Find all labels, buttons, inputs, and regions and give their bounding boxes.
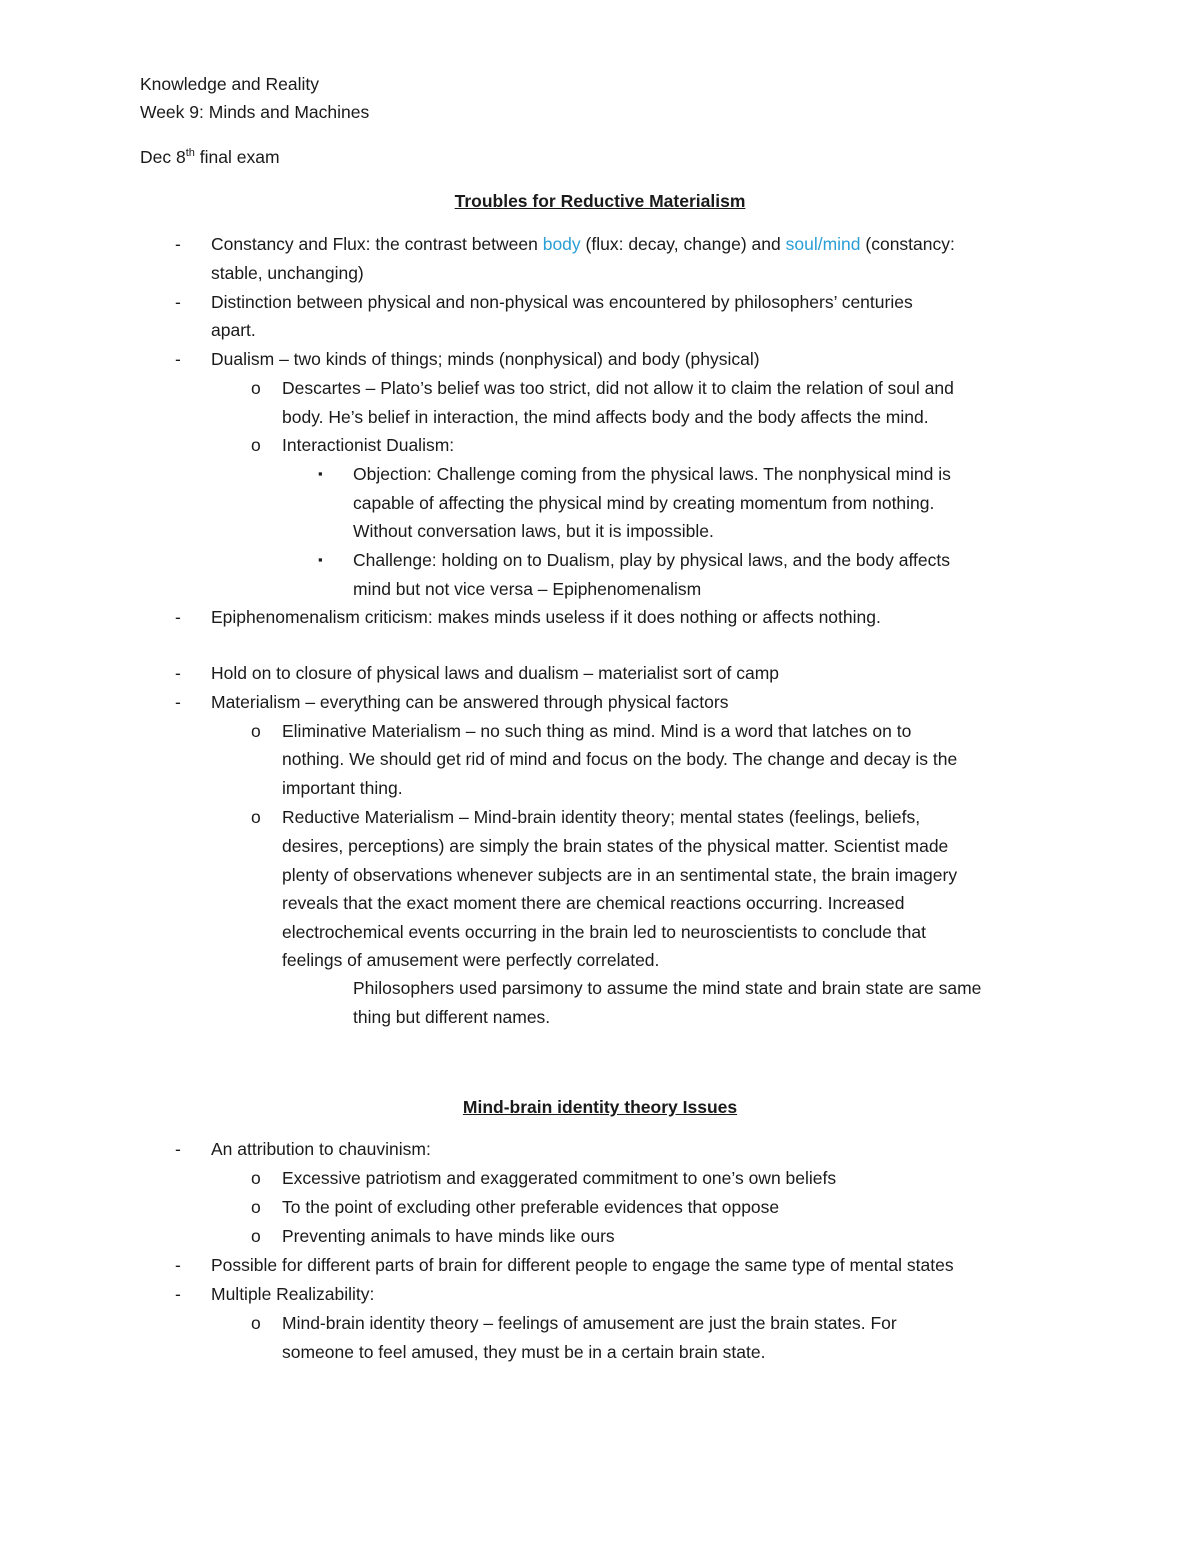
list-item-descartes: Descartes – Plato’s belief was too strict, did not allow it to claim the relation of soul and (282, 378, 954, 398)
section-title-issues: Mind-brain identity theory Issues (462, 1097, 738, 1117)
list-item-distinction: Distinction between physical and non-physical was encountered by philosophers’ centuries (211, 292, 913, 312)
list-item-excluding: To the point of excluding other preferable evidences that oppose (282, 1197, 780, 1217)
philosophers-note: Philosophers used parsimony to assume the mind state and brain state are same (353, 978, 982, 998)
list-item-reductive-cont5: feelings of amusement were perfectly correlated. (282, 950, 660, 970)
list-item-materialism: Materialism – everything can be answered through physical factors (211, 692, 729, 712)
list-item-challenge: Challenge: holding on to Dualism, play by physical laws, and the body affects (353, 550, 950, 570)
list-item-dualism: Dualism – two kinds of things; minds (nonphysical) and body (physical) (211, 349, 760, 369)
course-title: Knowledge and Reality (140, 74, 320, 94)
list-item-animals: Preventing animals to have minds like ours (282, 1226, 615, 1246)
list-item-eliminative: Eliminative Materialism – no such thing as mind. Mind is a word that latches on to (282, 721, 912, 741)
list-item-patriotism: Excessive patriotism and exaggerated commitment to one’s own beliefs (282, 1168, 837, 1188)
circle-bullet: o (251, 721, 261, 741)
dash-bullet: - (175, 607, 181, 627)
square-bullet: ▪ (318, 552, 323, 567)
list-item-interactionist: Interactionist Dualism: (282, 435, 455, 455)
list-item-objection-cont2: Without conversation laws, but it is impossible. (353, 521, 714, 541)
dash-bullet: - (175, 349, 181, 369)
list-item-epiphenomenalism: Epiphenomenalism criticism: makes minds useless if it does nothing or affects nothing. (211, 607, 881, 627)
circle-bullet: o (251, 435, 261, 455)
dash-bullet: - (175, 663, 181, 683)
list-item-chauvinism: An attribution to chauvinism: (211, 1139, 431, 1159)
list-item-reductive-cont: desires, perceptions) are simply the brain states of the physical matter. Scientist made (282, 836, 949, 856)
list-item-possible: Possible for different parts of brain for different people to engage the same type of mental states (211, 1255, 954, 1275)
list-item-eliminative-cont2: important thing. (282, 778, 403, 798)
circle-bullet: o (251, 378, 261, 398)
list-item-mind-brain-cont: someone to feel amused, they must be in a certain brain state. (282, 1342, 766, 1362)
circle-bullet: o (251, 1226, 261, 1246)
list-item-reductive: Reductive Materialism – Mind-brain identity theory; mental states (feelings, beliefs, (282, 807, 921, 827)
dash-bullet: - (175, 692, 181, 712)
exam-date: Dec 8th final exam (140, 147, 280, 167)
list-item-constancy-cont: stable, unchanging) (211, 263, 364, 283)
dash-bullet: - (175, 292, 181, 312)
list-item-reductive-cont4: electrochemical events occurring in the brain led to neuroscientists to conclude that (282, 922, 926, 942)
list-item-multiple-realizability: Multiple Realizability: (211, 1284, 375, 1304)
list-item-objection-cont: capable of affecting the physical mind by creating momentum from nothing. (353, 493, 935, 513)
circle-bullet: o (251, 1313, 261, 1333)
dash-bullet: - (175, 1255, 181, 1275)
list-item-constancy: Constancy and Flux: the contrast between body (flux: decay, change) and soul/mind (constancy: (211, 234, 955, 254)
dash-bullet: - (175, 234, 181, 254)
list-item-reductive-cont3: reveals that the exact moment there are chemical reactions occurring. Increased (282, 893, 905, 913)
list-item-distinction-cont: apart. (211, 320, 256, 340)
square-bullet: ▪ (318, 466, 323, 481)
philosophers-note-cont: thing but different names. (353, 1007, 551, 1027)
dash-bullet: - (175, 1139, 181, 1159)
week-title: Week 9: Minds and Machines (140, 102, 370, 122)
list-item-descartes-cont: body. He’s belief in interaction, the mind affects body and the body affects the mind. (282, 407, 929, 427)
circle-bullet: o (251, 1168, 261, 1188)
list-item-objection: Objection: Challenge coming from the physical laws. The nonphysical mind is (353, 464, 951, 484)
list-item-mind-brain: Mind-brain identity theory – feelings of amusement are just the brain states. For (282, 1313, 897, 1333)
circle-bullet: o (251, 1197, 261, 1217)
list-item-challenge-cont: mind but not vice versa – Epiphenomenalism (353, 579, 702, 599)
list-item-eliminative-cont: nothing. We should get rid of mind and focus on the body. The change and decay is the (282, 749, 958, 769)
list-item-hold-on: Hold on to closure of physical laws and dualism – materialist sort of camp (211, 663, 780, 683)
dash-bullet: - (175, 1284, 181, 1304)
section-title-troubles: Troubles for Reductive Materialism (454, 191, 746, 211)
circle-bullet: o (251, 807, 261, 827)
list-item-reductive-cont2: plenty of observations whenever subjects are in an sentimental state, the brain imagery (282, 865, 958, 885)
